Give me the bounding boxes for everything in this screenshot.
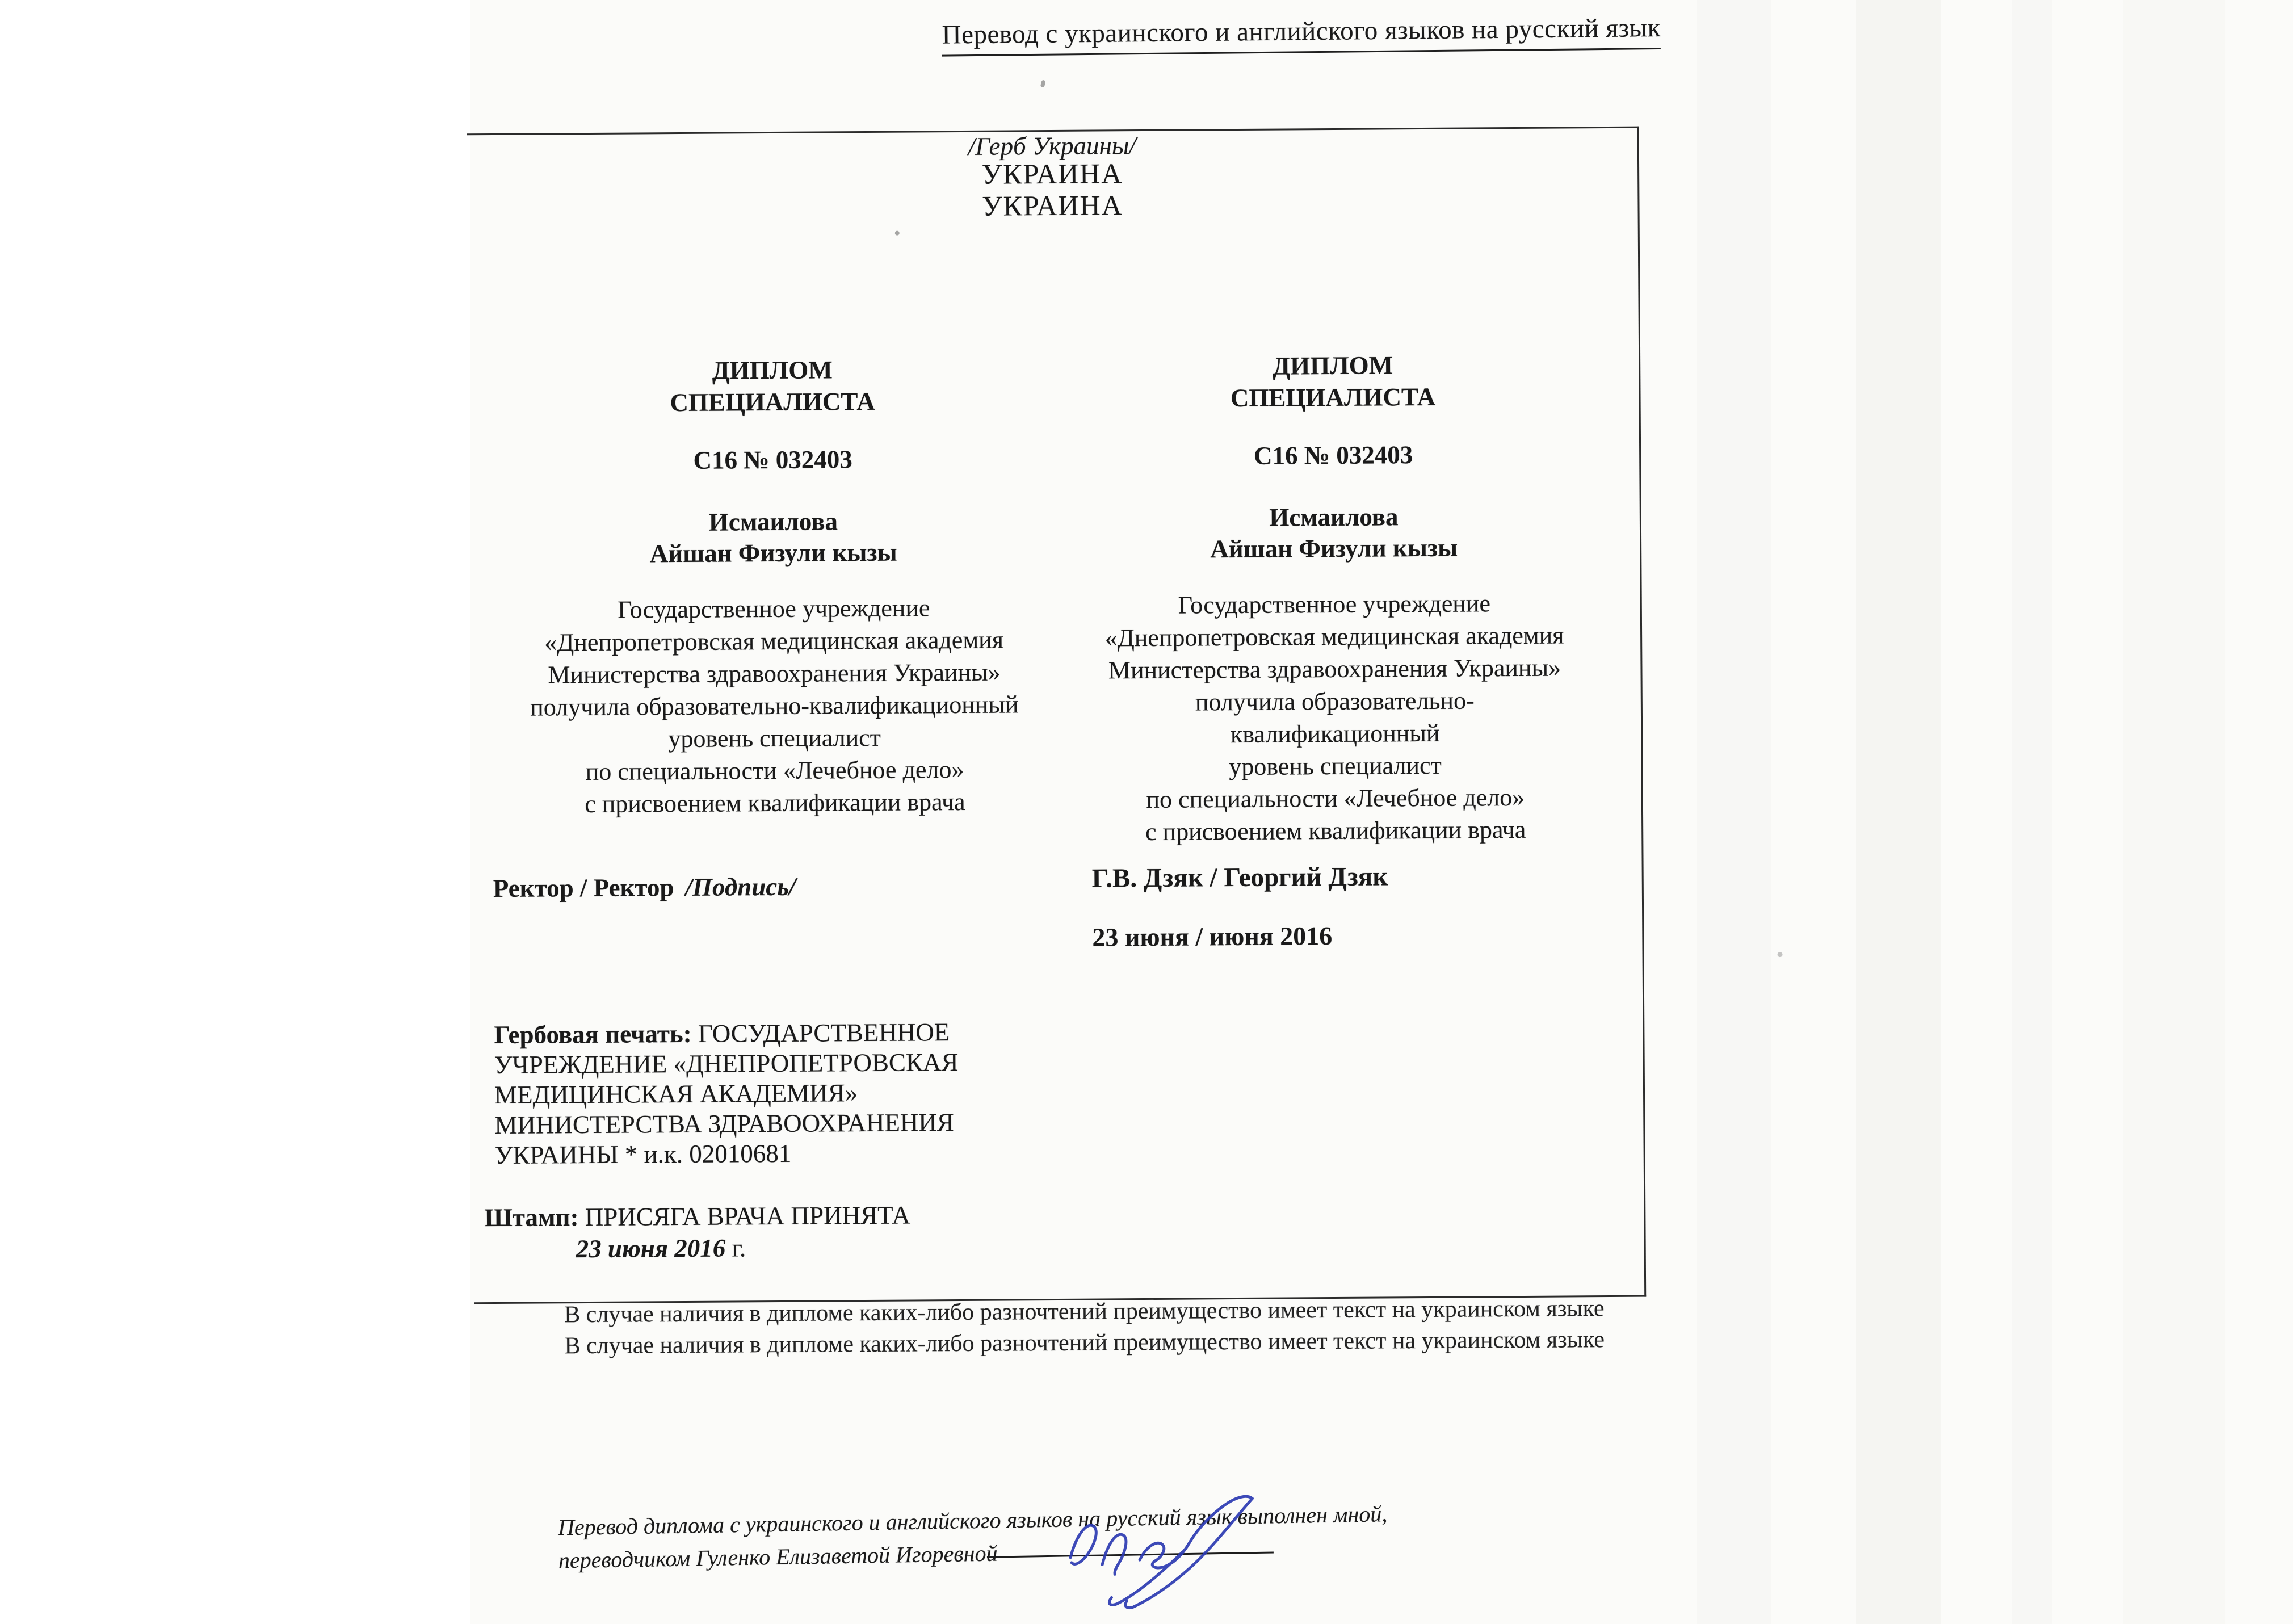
issue-date-line: 23 июня / июня 2016	[1092, 921, 1333, 952]
coat-of-arms-note: /Герб Украины/	[968, 131, 1137, 161]
right-holder-surname: Исмаилова	[1269, 502, 1399, 532]
seal-line1-rest: ГОСУДАРСТВЕННОЕ	[691, 1018, 950, 1048]
right-title-line2: СПЕЦИАЛИСТА	[1230, 382, 1436, 413]
left-institution-line: получила образовательно-квалификационный	[530, 690, 1019, 721]
right-holder-name	[1090, 500, 1578, 565]
left-diploma-title	[490, 353, 1055, 419]
stamp-text: ПРИСЯГА ВРАЧА ПРИНЯТА	[578, 1201, 911, 1232]
left-holder-surname: Исмаилова	[708, 507, 838, 536]
left-institution-line: с присвоением квалификации врача	[585, 787, 965, 819]
rector-label: Ректор / Ректор	[493, 873, 674, 903]
country-line-english: УКРАИНА	[981, 189, 1123, 222]
right-institution-line: «Днепропетровская медицинская академия	[1104, 621, 1564, 652]
right-institution-line: Государственное учреждение	[1178, 589, 1491, 619]
rector-name-line: Г.В. Дзяк / Георгий Дзяк	[1091, 862, 1388, 893]
left-institution-line: Министерства здравоохранения Украины»	[548, 658, 1001, 689]
seal-line: МИНИСТЕРСТВА ЗДРАВООХРАНЕНИЯ	[494, 1108, 955, 1140]
stamp-date-suffix: г.	[725, 1233, 746, 1262]
left-institution-line: по специальности «Лечебное дело»	[585, 755, 964, 786]
stamp-date-line	[576, 1233, 746, 1264]
stamp-label: Штамп:	[484, 1203, 579, 1232]
discrepancy-disclaimer-line2: В случае наличия в дипломе каких-либо разночтений преимущество имеет текст на украинском языке	[564, 1327, 1605, 1359]
scan-speck	[1778, 952, 1783, 957]
left-title-line2: СПЕЦИАЛИСТА	[670, 387, 875, 417]
left-institution-line: Государственное учреждение	[617, 594, 930, 624]
right-institution-paragraph	[1090, 586, 1580, 848]
discrepancy-disclaimer-line1: В случае наличия в дипломе каких-либо разночтений преимущество имеет текст на украинском языке	[564, 1295, 1605, 1328]
rector-signature-line	[493, 872, 796, 903]
right-institution-line: по специальности «Лечебное дело»	[1146, 783, 1525, 814]
left-holder-name	[491, 505, 1056, 570]
left-institution-line: уровень специалист	[668, 723, 881, 753]
seal-description	[494, 1017, 1017, 1170]
scan-speck	[895, 231, 900, 236]
right-institution-line: получила образовательно-квалификационный	[1195, 686, 1475, 749]
scan-speck	[1040, 79, 1046, 87]
left-holder-given-name: Айшан Физули кызы	[649, 538, 897, 568]
right-title-line1: ДИПЛОМ	[1273, 351, 1393, 380]
seal-line	[494, 1017, 1016, 1050]
translator-note-line1: Перевод диплома с украинского и английского языков на русский язык выполнен мной,	[557, 1501, 1388, 1541]
stamp-date: 23 июня 2016	[576, 1233, 726, 1264]
right-institution-line: Министерства здравоохранения Украины»	[1108, 653, 1561, 685]
translator-signature	[1047, 1485, 1275, 1620]
stamp-description	[484, 1201, 910, 1233]
seal-label: Гербовая печать:	[494, 1019, 692, 1050]
translator-note-line2: переводчиком Гуленко Елизаветой Игоревной	[558, 1540, 998, 1573]
left-diploma-number: С16 № 032403	[693, 445, 852, 475]
left-institution-paragraph	[492, 591, 1057, 821]
signature-placeholder-note: /Подпись/	[685, 872, 796, 901]
right-holder-given-name: Айшан Физули кызы	[1210, 533, 1458, 564]
left-title-line1: ДИПЛОМ	[712, 355, 833, 385]
right-institution-line: уровень специалист	[1229, 751, 1442, 781]
right-diploma-number: С16 № 032403	[1253, 440, 1413, 470]
seal-line: УЧРЕЖДЕНИЕ «ДНЕПРОПЕТРОВСКАЯ	[494, 1048, 959, 1080]
seal-line: МЕДИЦИНСКАЯ АКАДЕМИЯ»	[494, 1079, 858, 1110]
country-line-ukrainian: УКРАИНА	[981, 157, 1123, 190]
right-diploma-title	[1089, 348, 1577, 414]
translation-header: Перевод с украинского и английского языков на русский язык	[942, 12, 1661, 57]
right-institution-line: с присвоением квалификации врача	[1145, 815, 1526, 846]
seal-line: УКРАИНЫ * и.к. 02010681	[494, 1139, 792, 1170]
left-institution-line: «Днепропетровская медицинская академия	[544, 626, 1004, 657]
